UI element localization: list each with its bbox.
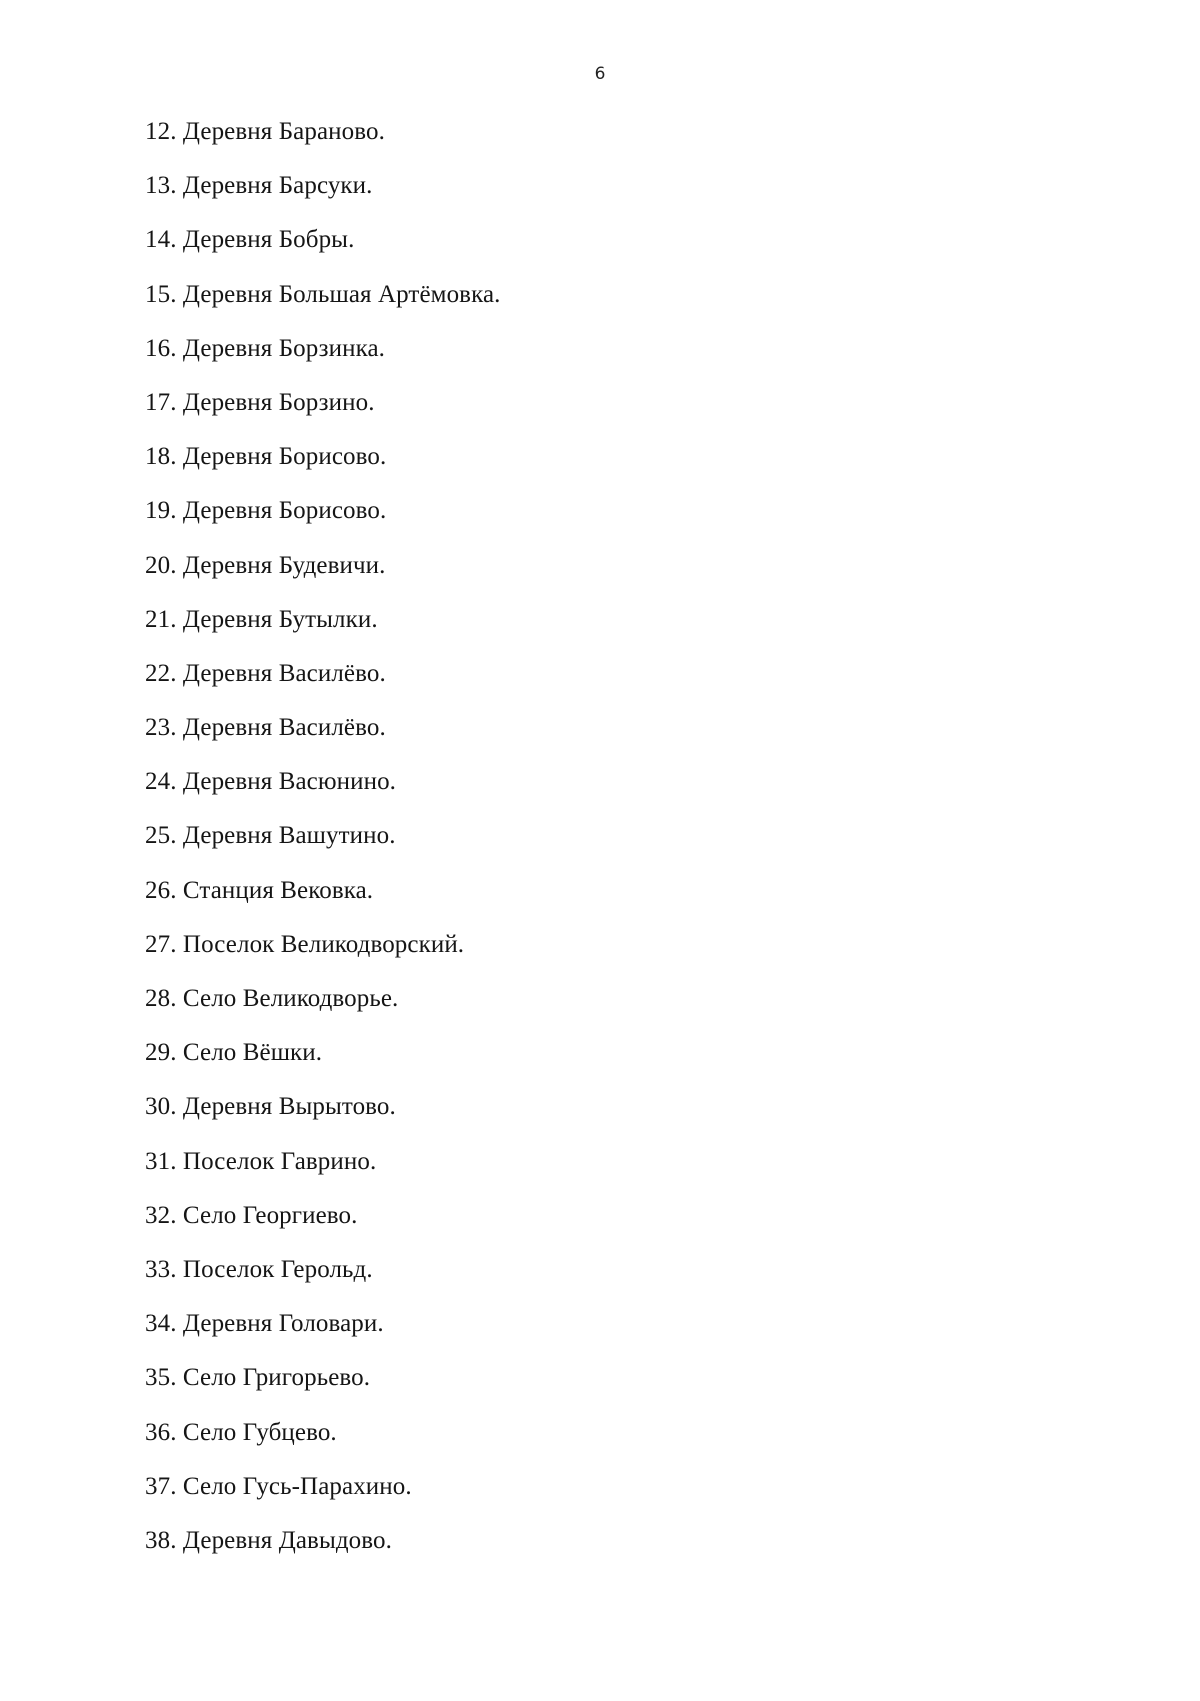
list-item	[145, 551, 501, 605]
item-text: Деревня Борисово.	[182, 443, 387, 471]
item-number: 15.	[145, 280, 177, 308]
list-item	[145, 821, 501, 875]
item-text: Деревня Васюнино.	[182, 768, 397, 796]
list-item	[145, 1255, 501, 1309]
item-text: Деревня Василёво.	[182, 714, 386, 742]
item-text: Деревня Вашутино.	[182, 822, 396, 850]
item-text: Деревня Бобры.	[182, 226, 355, 254]
list-item	[145, 659, 501, 713]
item-number: 36.	[145, 1418, 177, 1446]
item-text: Деревня Давыдово.	[182, 1526, 392, 1554]
item-text: Станция Вековка.	[182, 876, 374, 904]
item-text: Деревня Бутылки.	[182, 605, 378, 633]
item-number: 19.	[145, 497, 177, 525]
item-number: 33.	[145, 1255, 177, 1283]
item-number: 26.	[145, 876, 177, 904]
item-number: 34.	[145, 1310, 177, 1338]
list-item	[145, 1363, 501, 1417]
item-number: 20.	[145, 551, 177, 579]
item-text: Село Вёшки.	[182, 1039, 323, 1067]
list-item	[145, 605, 501, 659]
list-item	[145, 1418, 501, 1472]
item-number: 18.	[145, 443, 177, 471]
item-number: 27.	[145, 930, 177, 958]
item-text: Деревня Борзинка.	[182, 334, 386, 362]
item-number: 29.	[145, 1039, 177, 1067]
list-item	[145, 171, 501, 225]
item-text: Деревня Борисово.	[182, 497, 387, 525]
item-text: Село Губцево.	[182, 1418, 337, 1446]
list-item	[145, 1038, 501, 1092]
item-text: Село Георгиево.	[182, 1201, 358, 1229]
list-item	[145, 496, 501, 550]
item-text: Село Гусь-Парахино.	[182, 1472, 412, 1500]
item-text: Деревня Будевичи.	[182, 551, 386, 579]
list-item	[145, 1092, 501, 1146]
item-number: 13.	[145, 172, 177, 200]
item-number: 22.	[145, 659, 177, 687]
item-number: 32.	[145, 1201, 177, 1229]
item-number: 28.	[145, 985, 177, 1012]
list-item	[145, 388, 501, 442]
item-number: 17.	[145, 388, 177, 416]
item-number: 35.	[145, 1364, 177, 1392]
item-number: 16.	[145, 334, 177, 362]
list-item	[145, 334, 501, 388]
item-text: Село Великодворье.	[182, 985, 399, 1012]
item-text: Поселок Герольд.	[182, 1255, 373, 1283]
item-number: 14.	[145, 226, 177, 254]
item-number: 38.	[145, 1526, 177, 1554]
item-text: Деревня Бараново.	[182, 118, 385, 145]
settlement-list	[145, 117, 501, 1580]
item-text: Деревня Василёво.	[182, 659, 386, 687]
list-item	[145, 876, 501, 930]
list-item	[145, 117, 501, 171]
list-item	[145, 1526, 501, 1580]
list-item	[145, 930, 501, 984]
page-number: 6	[594, 64, 606, 84]
list-item	[145, 713, 501, 767]
item-text: Село Григорьево.	[182, 1364, 371, 1392]
item-number: 12.	[145, 118, 177, 145]
item-text: Деревня Большая Артёмовка.	[182, 280, 501, 308]
list-item	[145, 767, 501, 821]
item-text: Поселок Гаврино.	[182, 1147, 377, 1175]
list-item	[145, 225, 501, 279]
item-number: 25.	[145, 822, 177, 850]
item-number: 21.	[145, 605, 177, 633]
item-number: 30.	[145, 1093, 177, 1121]
item-number: 37.	[145, 1472, 177, 1500]
item-number: 31.	[145, 1147, 177, 1175]
list-item	[145, 1201, 501, 1255]
list-item	[145, 442, 501, 496]
list-item	[145, 1472, 501, 1526]
list-item	[145, 984, 501, 1038]
item-text: Деревня Головари.	[182, 1310, 384, 1338]
item-text: Деревня Вырытово.	[182, 1093, 396, 1121]
item-text: Поселок Великодворский.	[182, 930, 465, 958]
item-number: 23.	[145, 714, 177, 742]
item-text: Деревня Борзино.	[182, 388, 375, 416]
list-item	[145, 280, 501, 334]
item-number: 24.	[145, 768, 177, 796]
item-text: Деревня Барсуки.	[182, 172, 373, 200]
list-item	[145, 1147, 501, 1201]
list-item	[145, 1309, 501, 1363]
